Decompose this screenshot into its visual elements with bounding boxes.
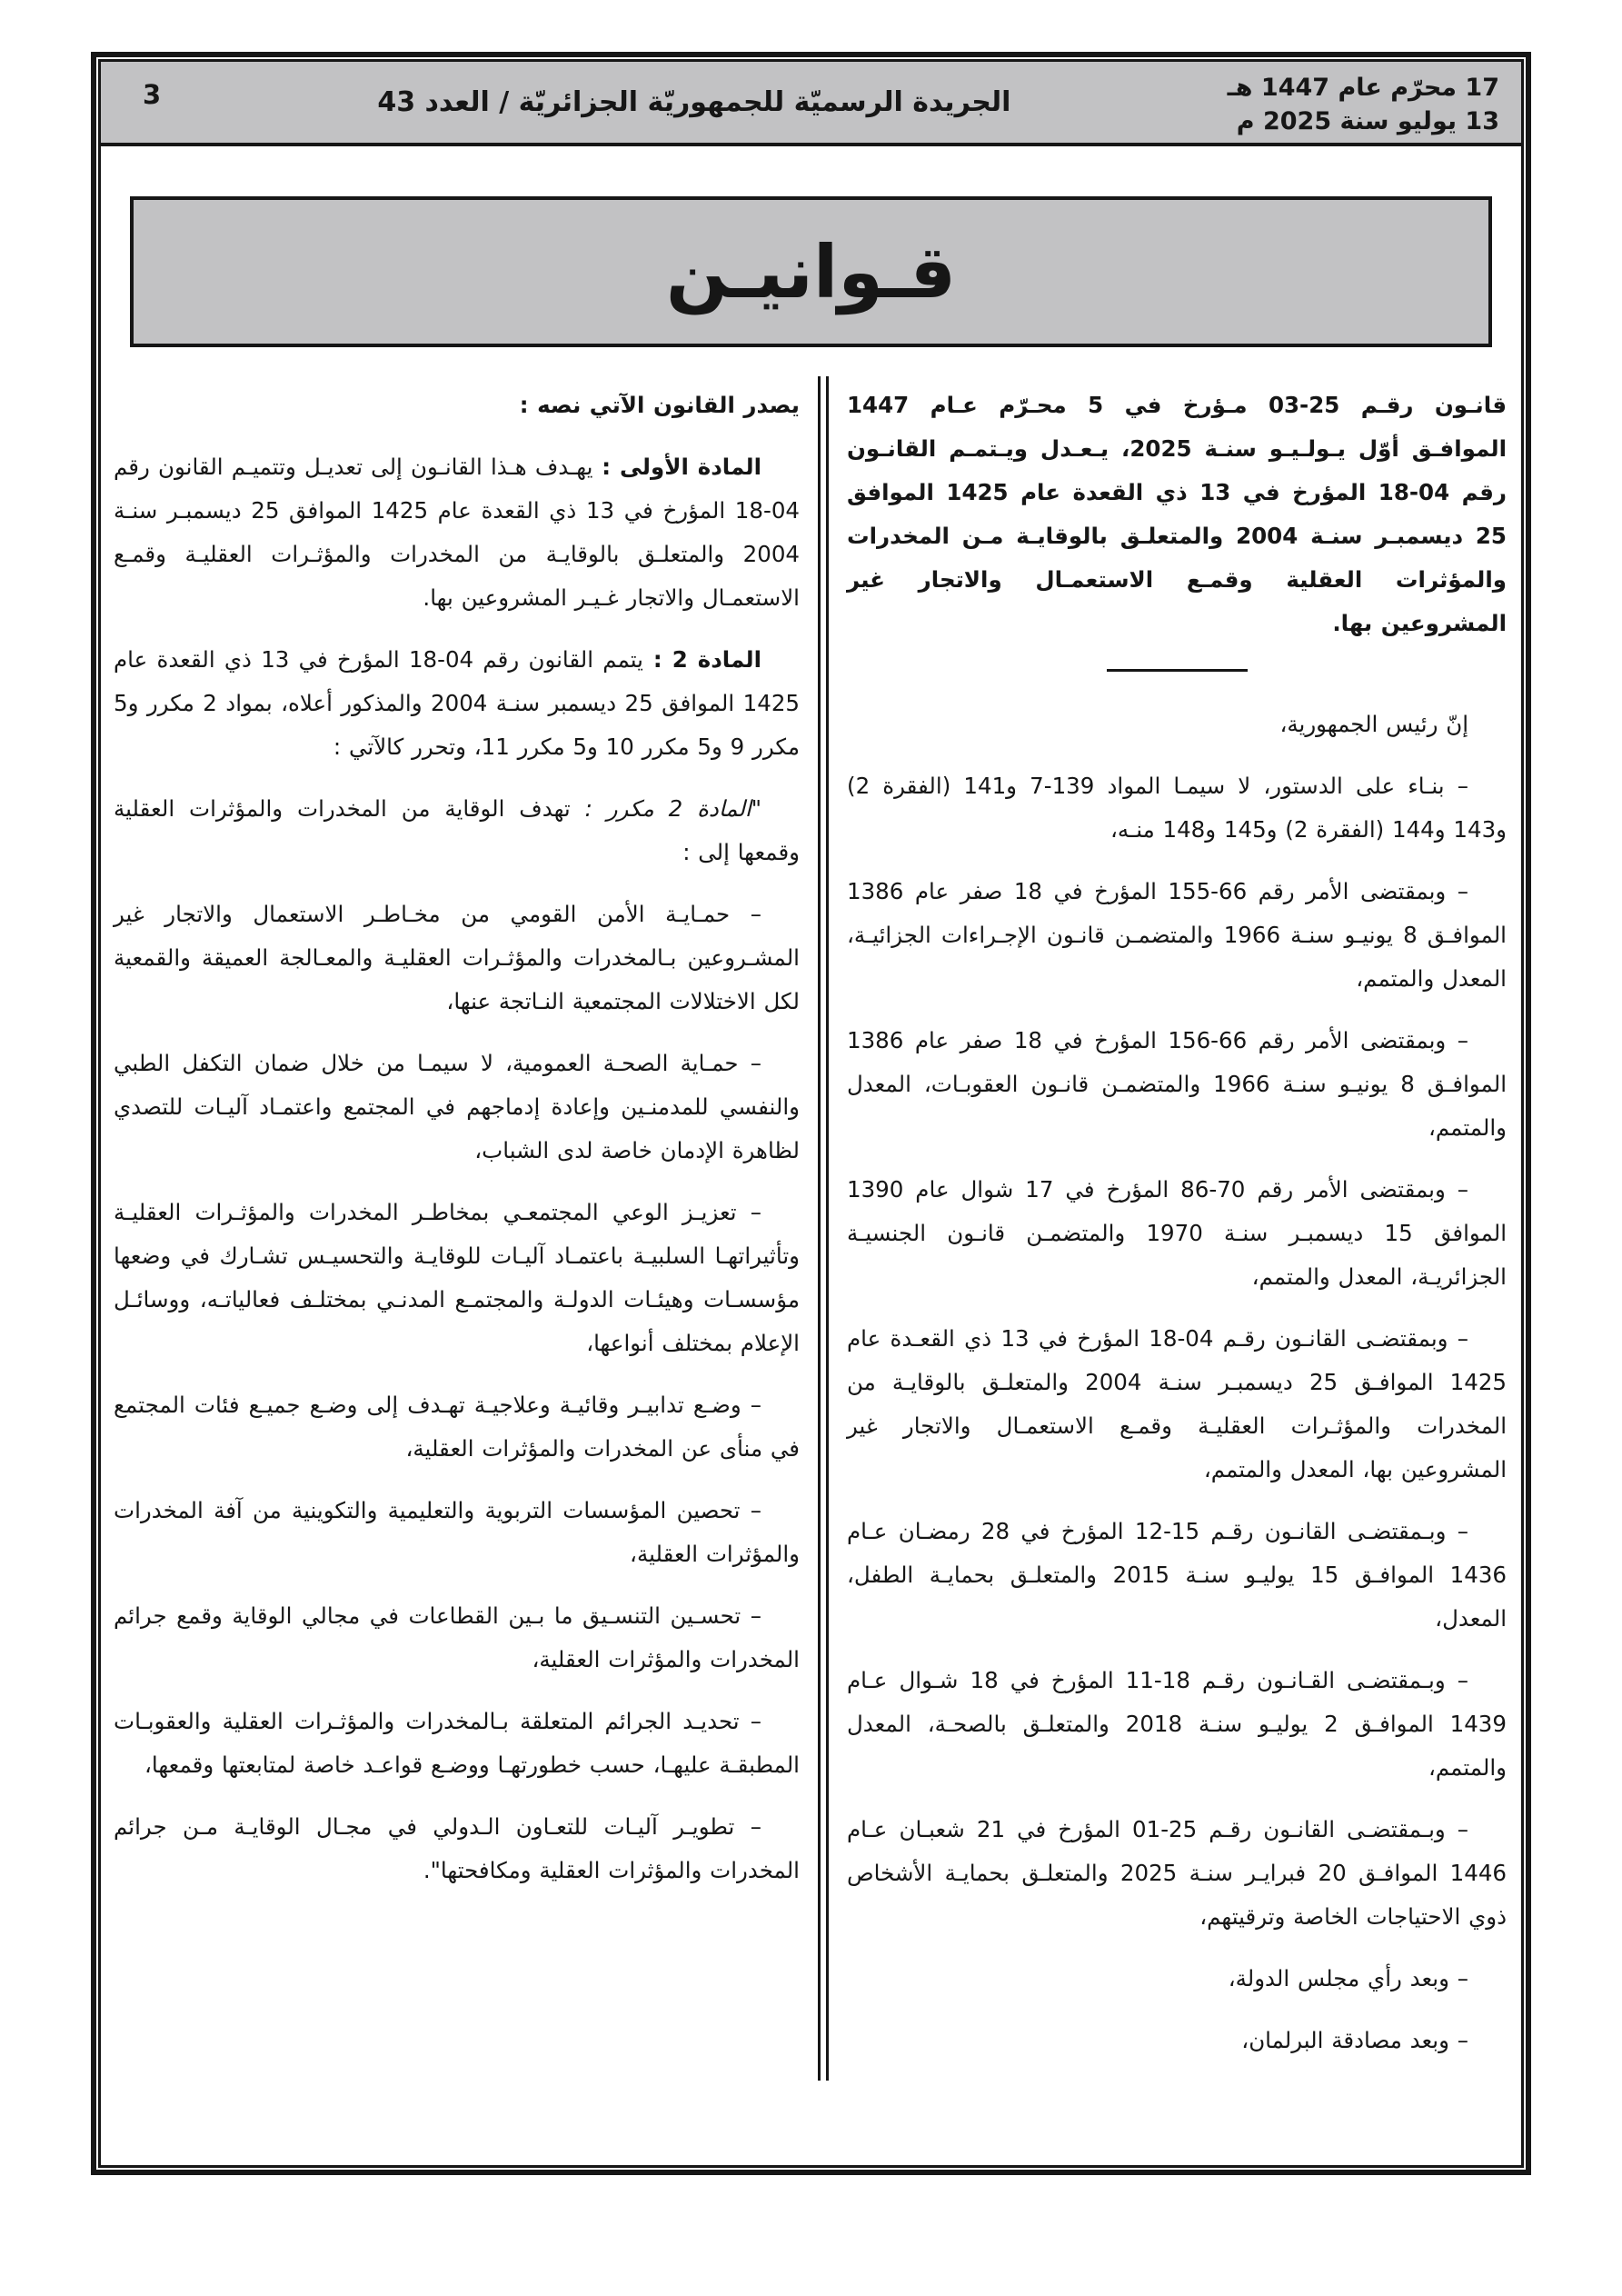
two-column-body bbox=[101, 376, 1521, 2081]
goal-item: – تحديـد الجرائم المتعلقة بـالمخدرات والمؤثـرات العقلية والعقوبـات المطبقـة عليهـا، حسب خطورتهـا ووضـع قواعـد خاصة لمتابعتها وقمعها، bbox=[114, 1708, 800, 1778]
section-title-box bbox=[130, 196, 1492, 347]
page-inner-frame bbox=[98, 59, 1524, 2168]
article-2-text: يتمم القانون رقم 04-18 المؤرخ في 13 ذي القعدة عام 1425 الموافق 25 ديسمبر سنـة 2004 والمذكور أعلاه، بمواد 2 مكرر و5 مكرر 9 و5 مكرر 10 و5 مكرر 11، وتحرر كالآتي : bbox=[114, 646, 800, 760]
visa-item: – بنـاء على الدستور، لا سيمـا المواد 139-7 و141 (الفقرة 2) و143 و144 (الفقرة 2) و145 و148 منـه، bbox=[847, 773, 1507, 843]
page-outer-frame bbox=[91, 52, 1531, 2175]
visa-item: – وبمقتضـى القانـون رقـم 04-18 المؤرخ في 13 ذي القعـدة عام 1425 الموافـق 25 ديسمبـر سنـة 2004 والمتعلـق بالوقايـة من المخدرات والمؤثـرات العقليـة وقمـع الاستعمـال والاتجار غير المشروعين بها، المعدل والمتمم، bbox=[847, 1325, 1507, 1482]
section-title: قـوانيـن bbox=[665, 229, 957, 314]
heading-separator bbox=[1107, 669, 1248, 672]
goal-item: – تطويـر آليـات للتعـاون الـدولي في مجـال الوقايـة مـن جرائم المخدرات والمؤثرات العقلية ومكافحتها". bbox=[114, 1813, 800, 1883]
goal-item: – تعزيـز الوعي المجتمعـي بمخاطـر المخدرات والمؤثـرات العقليـة وتأثيراتهـا السلبيـة باعتمـاد آليـات للوقايـة والتحسيـس تشـارك في وضعها مؤسسـات وهيئـات الدولـة والمجتمـع المدنـي بمختلـف فعالياتـه، ووسائـل الإعلام بمختلف أنواعها، bbox=[114, 1199, 800, 1356]
article-2bis-label: "المادة 2 مكرر : bbox=[570, 795, 761, 822]
date-hijri: 17 محرّم عام 1447 هـ bbox=[1227, 73, 1499, 102]
date-gregorian: 13 يوليو سنة 2025 م bbox=[1236, 106, 1499, 135]
visa-item: – وبـمقتضـى القـانـون رقـم 18-11 المؤرخ في 18 شـوال عـام 1439 الموافـق 2 يوليـو سنـة 2018 والمتعلـق بالصحـة، المعدل والمتمم، bbox=[847, 1667, 1507, 1781]
law-heading: قانـون رقـم 25-03 مـؤرخ في 5 محـرّم عـام 1447 الموافـق أوّل يـولـيـو سنـة 2025، يـعـدل ويـتمـم القانـون رقم 04-18 المؤرخ في 13 ذي القعدة عام 1425 الموافق 25 ديسمبـر سنـة 2004 والمتعلـق بالوقايـة مـن المخدرات والمؤثرات العقلية وقمـع الاستعمـال والاتجار غير المشروعين بها. bbox=[847, 392, 1508, 636]
visa-item: – وبمقتضى الأمر رقم 66-156 المؤرخ في 18 صفر عام 1386 الموافـق 8 يونيـو سنـة 1966 والمتضمـن قانـون العقوبـات، المعدل والمتمم، bbox=[847, 1027, 1507, 1141]
column-right bbox=[834, 376, 1518, 2081]
column-left bbox=[104, 376, 812, 2081]
goal-item: – حمـايـة الأمن القومي من مخـاطـر الاستعمال والاتجار غير المشـروعين بـالمخدرات والمؤثـرات العقليـة والمعـالجة العميقة والقمعية لكل الاختلالات المجتمعية النـاتجة عنها، bbox=[114, 901, 800, 1014]
article-1-text: يهـدف هـذا القانـون إلى تعديـل وتتميـم القانون رقم 04-18 المؤرخ في 13 ذي القعدة عام 1425 الموافق 25 ديسمبـر سنـة 2004 والمتعلـق بالوقايـة من المخدرات والمؤثـرات العقليـة وقمـع الاستعمـال والاتجار غـيـر المشروعين بها. bbox=[114, 454, 800, 611]
goal-item: – حمـاية الصحـة العمومية، لا سيمـا من خلال ضمان التكفل الطبي والنفسي للمدمنـين وإعادة إدماجهم في المجتمع واعتمـاد آليـات للتصدي لظاهرة الإدمان خاصة لدى الشباب، bbox=[114, 1050, 800, 1163]
goal-item: – وضـع تدابيـر وقائيـة وعلاجيـة تهـدف إلى وضـع جميـع فئات المجتمع في منأى عن المخدرات والمؤثرات العقلية، bbox=[114, 1392, 800, 1462]
article-2bis bbox=[114, 787, 800, 874]
visa-item: – وبمقتضى الأمر رقم 66-155 المؤرخ في 18 صفر عام 1386 الموافـق 8 يونيـو سنـة 1966 والمتضمـن قانـون الإجـراءات الجزائيـة، المعدل والمتمم، bbox=[847, 878, 1507, 992]
preamble-intro: إنّ رئيس الجمهورية، bbox=[1279, 711, 1468, 737]
article-2 bbox=[114, 638, 800, 769]
visa-item: – وبعد مصادقة البرلمان، bbox=[1241, 2027, 1468, 2053]
visa-item: – وبعد رأي مجلس الدولة، bbox=[1228, 1965, 1468, 1992]
goal-item: – تحسـين التنسـيق ما بـين القطاعات في مجالي الوقاية وقمع جرائم المخدرات والمؤثرات العقلية، bbox=[114, 1602, 800, 1672]
header-dates bbox=[1228, 67, 1521, 138]
visa-item: – وبمقتضى الأمر رقم 70-86 المؤرخ في 17 شوال عام 1390 الموافق 15 ديسمبـر سنـة 1970 والمتضمـن قانـون الجنسيـة الجزائريـة، المعدل والمتمم، bbox=[847, 1176, 1507, 1290]
column-divider-rule bbox=[818, 376, 829, 2081]
gazette-header-band bbox=[101, 62, 1521, 146]
article-2bis-text: تهدف الوقاية من المخدرات والمؤثرات العقلية وقمعها إلى : bbox=[114, 795, 800, 865]
article-1 bbox=[114, 445, 800, 620]
page-number: 3 bbox=[143, 78, 162, 110]
article-1-label: المادة الأولى : bbox=[592, 454, 761, 480]
article-2-label: المادة 2 : bbox=[642, 646, 761, 673]
visa-item: – وبـمقتضـى القانـون رقـم 25-01 المؤرخ في 21 شعبـان عـام 1446 الموافـق 20 فبرايـر سنـة 2025 والمتعلـق بحمايـة الأشخاص ذوي الاحتياجات الخاصة وترقيتهم، bbox=[847, 1816, 1508, 1930]
issue-line: يصدر القانون الآتي نصه : bbox=[519, 392, 800, 418]
journal-title: الجريدة الرسميّة للجمهوريّة الجزائريّة / العدد 43 bbox=[377, 86, 1011, 118]
visa-item: – وبـمقتضـى القانـون رقـم 15-12 المؤرخ في 28 رمضـان عـام 1436 الموافـق 15 يوليـو سنـة 2015 والمتعلـق بحمايـة الطفل، المعدل، bbox=[847, 1518, 1507, 1632]
goal-item: – تحصين المؤسسات التربوية والتعليمية والتكوينية من آفة المخدرات والمؤثرات العقلية، bbox=[114, 1497, 800, 1567]
